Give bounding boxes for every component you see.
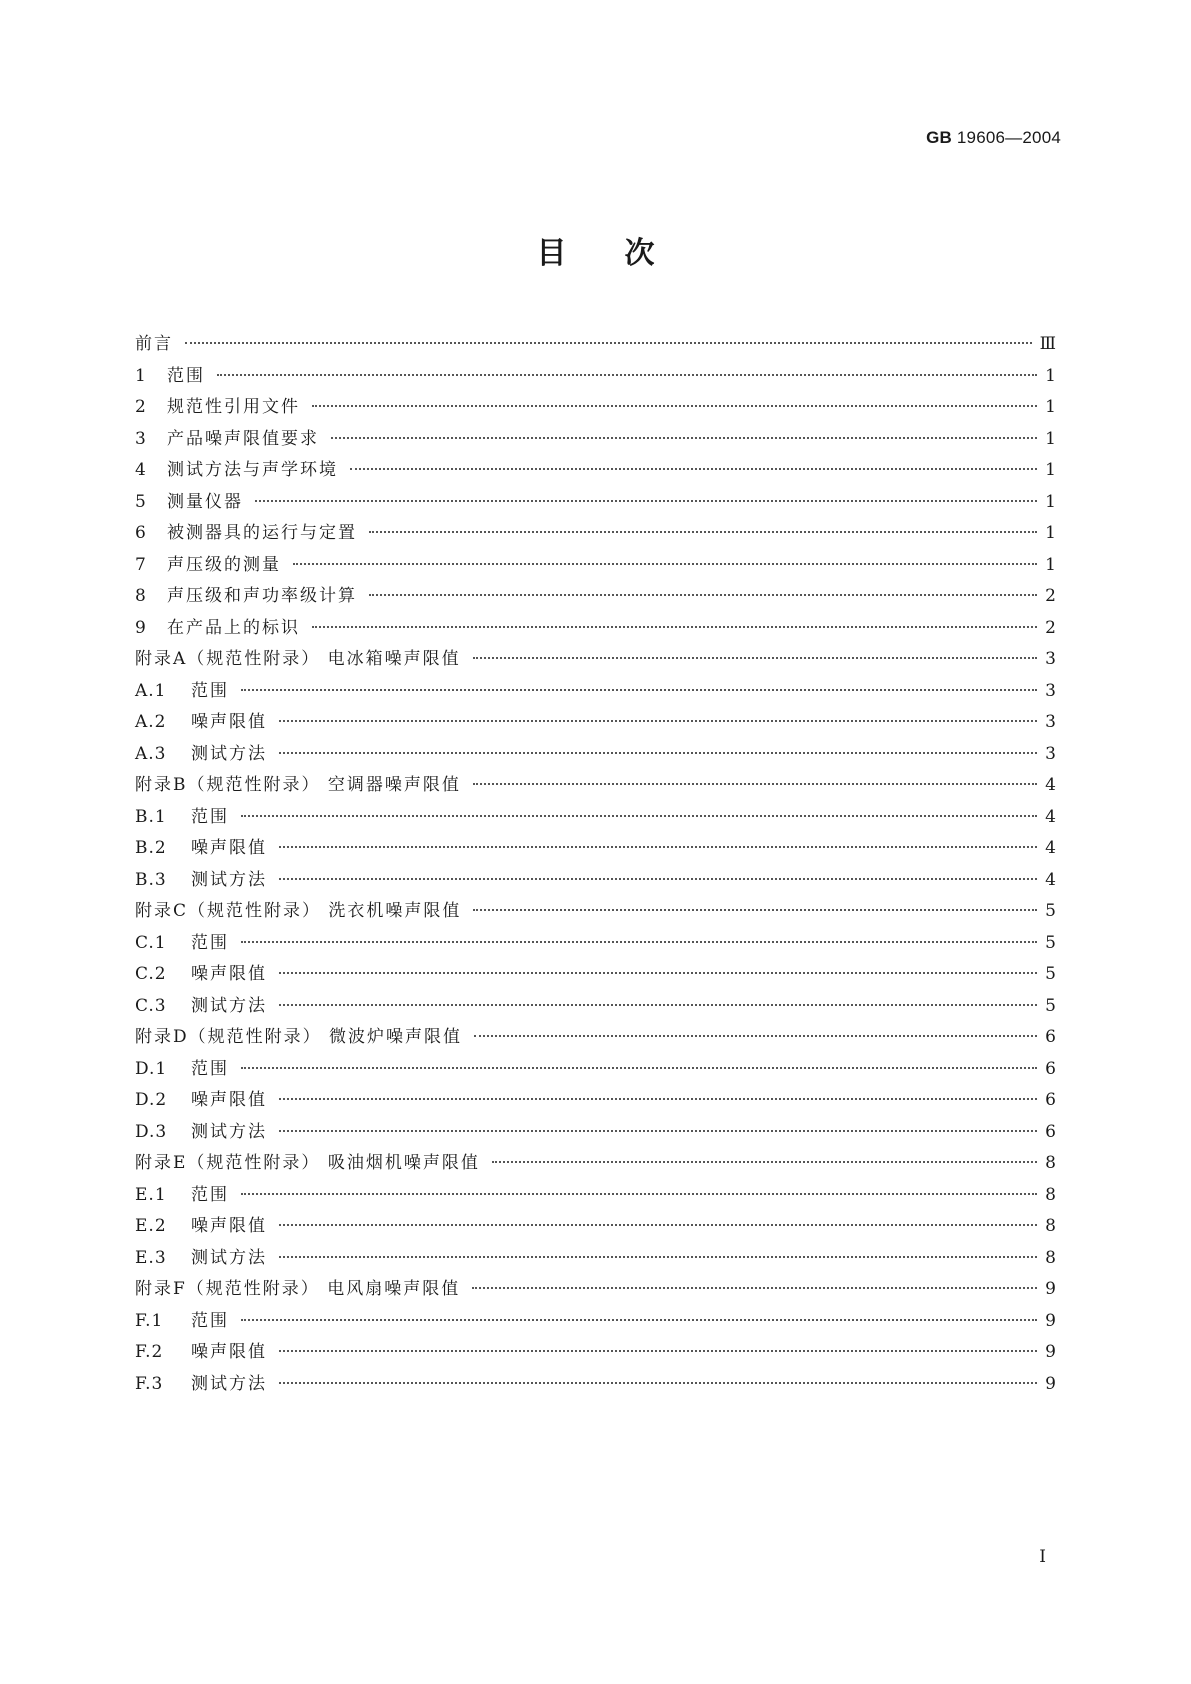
toc-entry-label: 噪声限值 <box>191 1216 267 1236</box>
toc-entry[interactable] <box>135 1148 1056 1180</box>
toc-dot-leader <box>350 468 1037 470</box>
toc-entry-label: 声压级和声功率级计算 <box>167 586 357 606</box>
toc-entry-page: 2 <box>1045 586 1056 606</box>
toc-dot-leader <box>279 878 1037 880</box>
toc-entry-label: 测试方法 <box>191 1373 267 1394</box>
toc-dot-leader <box>279 752 1037 754</box>
toc-entry[interactable] <box>135 802 1056 834</box>
toc-entry-page: 1 <box>1045 491 1056 512</box>
toc-dot-leader <box>279 1382 1037 1384</box>
toc-entry-label: 附录C（规范性附录） 洗衣机噪声限值 <box>135 901 462 921</box>
toc-entry-label: 测试方法与声学环境 <box>167 460 338 480</box>
standard-code <box>926 128 1061 148</box>
toc-entry-number: E.2 <box>135 1216 167 1236</box>
toc-entry-number: 6 <box>135 523 147 543</box>
toc-entry[interactable] <box>135 707 1056 739</box>
toc-entry-page: 4 <box>1045 838 1056 858</box>
toc-dot-leader <box>279 1004 1037 1006</box>
toc-dot-leader <box>241 1319 1037 1321</box>
toc-entry-label: 噪声限值 <box>191 1342 267 1362</box>
toc-dot-leader <box>279 1256 1037 1258</box>
toc-entry-page: 1 <box>1045 397 1056 417</box>
toc-entry-label: 范围 <box>167 365 205 386</box>
toc-entry[interactable] <box>135 1054 1056 1086</box>
toc-entry-page: 4 <box>1045 775 1056 795</box>
toc-dot-leader <box>293 563 1037 565</box>
toc-entry-page: 8 <box>1045 1184 1056 1205</box>
toc-entry-label: 范围 <box>191 1310 229 1331</box>
toc-entry-label: 被测器具的运行与定置 <box>167 523 357 543</box>
toc-entry-page: 1 <box>1045 460 1056 480</box>
toc-entry[interactable] <box>135 739 1056 771</box>
toc-entry[interactable] <box>135 1274 1056 1306</box>
toc-entry[interactable] <box>135 613 1056 645</box>
toc-entry-label: 噪声限值 <box>191 1090 267 1110</box>
toc-entry[interactable] <box>135 865 1056 897</box>
toc-entry[interactable] <box>135 1022 1056 1054</box>
toc-entry-label: 声压级的测量 <box>167 554 281 575</box>
toc-entry-number: E.3 <box>135 1247 167 1268</box>
toc-entry-page: 6 <box>1045 1027 1056 1047</box>
table-of-contents <box>135 329 1056 1400</box>
toc-entry-page: 6 <box>1045 1058 1056 1079</box>
toc-dot-leader <box>279 1350 1037 1352</box>
standard-number: 19606—2004 <box>956 128 1061 147</box>
toc-entry-page: 3 <box>1045 649 1056 669</box>
toc-entry-label: 规范性引用文件 <box>167 397 300 417</box>
toc-dot-leader <box>255 500 1037 502</box>
toc-dot-leader <box>241 689 1037 691</box>
toc-entry-page: Ⅲ <box>1039 334 1056 354</box>
toc-entry-page: 6 <box>1045 1121 1056 1142</box>
toc-entry-label: 附录D（规范性附录） 微波炉噪声限值 <box>135 1027 463 1047</box>
toc-entry-page: 1 <box>1045 365 1056 386</box>
toc-entry-number: 1 <box>135 365 147 386</box>
toc-entry-number: 4 <box>135 460 147 480</box>
toc-entry-number: 9 <box>135 617 147 638</box>
toc-dot-leader <box>331 437 1037 439</box>
toc-entry-label: 噪声限值 <box>191 964 267 984</box>
toc-entry-label: 产品噪声限值要求 <box>167 428 319 449</box>
toc-entry[interactable] <box>135 1306 1056 1338</box>
toc-dot-leader <box>217 374 1037 376</box>
toc-entry-page: 6 <box>1045 1090 1056 1110</box>
toc-entry-number: 5 <box>135 491 147 512</box>
toc-entry[interactable] <box>135 1369 1056 1401</box>
toc-entry-label: 测试方法 <box>191 995 267 1016</box>
toc-entry-label: 范围 <box>191 1058 229 1079</box>
toc-entry-number: D.2 <box>135 1090 168 1110</box>
toc-entry[interactable] <box>135 361 1056 393</box>
toc-entry-number: C.1 <box>135 932 167 953</box>
toc-entry-page: 9 <box>1045 1342 1056 1362</box>
toc-entry-page: 3 <box>1045 743 1056 764</box>
toc-entry-number: 8 <box>135 586 147 606</box>
toc-entry[interactable] <box>135 1337 1056 1369</box>
toc-dot-leader <box>312 405 1037 407</box>
toc-entry-page: 9 <box>1045 1373 1056 1394</box>
toc-entry-number: D.3 <box>135 1121 168 1142</box>
toc-entry-number: E.1 <box>135 1184 167 1205</box>
toc-entry-label: 范围 <box>191 680 229 701</box>
toc-entry-label: 测量仪器 <box>167 491 243 512</box>
toc-entry-page: 8 <box>1045 1216 1056 1236</box>
toc-entry[interactable] <box>135 1180 1056 1212</box>
toc-dot-leader <box>241 1067 1037 1069</box>
toc-entry-page: 5 <box>1045 995 1056 1016</box>
toc-entry-page: 5 <box>1045 901 1056 921</box>
toc-entry-label: 附录A（规范性附录） 电冰箱噪声限值 <box>135 649 461 669</box>
toc-entry-label: 测试方法 <box>191 743 267 764</box>
toc-entry-label: 噪声限值 <box>191 712 267 732</box>
toc-entry-label: 附录E（规范性附录） 吸油烟机噪声限值 <box>135 1153 480 1173</box>
toc-entry[interactable] <box>135 424 1056 456</box>
toc-entry-page: 1 <box>1045 523 1056 543</box>
toc-entry[interactable] <box>135 392 1056 424</box>
toc-entry[interactable] <box>135 833 1056 865</box>
toc-entry-label: 范围 <box>191 932 229 953</box>
toc-entry[interactable] <box>135 928 1056 960</box>
toc-dot-leader <box>312 626 1037 628</box>
toc-dot-leader <box>474 1035 1037 1037</box>
toc-entry[interactable] <box>135 1243 1056 1275</box>
toc-entry-page: 1 <box>1045 428 1056 449</box>
toc-dot-leader <box>279 720 1037 722</box>
toc-dot-leader <box>185 342 1032 344</box>
toc-dot-leader <box>279 1130 1037 1132</box>
toc-dot-leader <box>473 909 1037 911</box>
toc-entry[interactable] <box>135 550 1056 582</box>
toc-entry-page: 9 <box>1045 1310 1056 1331</box>
toc-entry-label: 测试方法 <box>191 1247 267 1268</box>
toc-entry-number: 7 <box>135 554 147 575</box>
toc-entry-number: F.3 <box>135 1373 164 1394</box>
toc-entry[interactable] <box>135 455 1056 487</box>
toc-entry-number: B.1 <box>135 806 167 827</box>
toc-dot-leader <box>473 783 1037 785</box>
toc-dot-leader <box>241 815 1037 817</box>
toc-entry-label: 测试方法 <box>191 1121 267 1142</box>
toc-entry-label: 在产品上的标识 <box>167 617 300 638</box>
toc-entry-page: 8 <box>1045 1247 1056 1268</box>
toc-entry-number: A.1 <box>135 680 167 701</box>
toc-dot-leader <box>279 1098 1037 1100</box>
toc-entry-number: 3 <box>135 428 147 449</box>
toc-dot-leader <box>369 531 1037 533</box>
toc-entry-page: 2 <box>1045 617 1056 638</box>
toc-dot-leader <box>492 1161 1037 1163</box>
toc-entry-page: 8 <box>1045 1153 1056 1173</box>
toc-dot-leader <box>369 594 1037 596</box>
toc-entry-page: 5 <box>1045 964 1056 984</box>
toc-entry-page: 9 <box>1045 1279 1056 1299</box>
toc-dot-leader <box>472 1287 1037 1289</box>
toc-dot-leader <box>279 972 1037 974</box>
toc-entry-number: A.2 <box>135 712 167 732</box>
toc-entry[interactable] <box>135 991 1056 1023</box>
standard-prefix: GB <box>926 128 952 147</box>
toc-entry-label: 附录F（规范性附录） 电风扇噪声限值 <box>135 1279 461 1299</box>
toc-entry[interactable] <box>135 676 1056 708</box>
toc-dot-leader <box>241 1193 1037 1195</box>
toc-entry[interactable] <box>135 896 1056 928</box>
toc-entry-label: 前言 <box>135 334 173 354</box>
toc-entry-label: 噪声限值 <box>191 838 267 858</box>
toc-entry-number: C.2 <box>135 964 167 984</box>
toc-dot-leader <box>473 657 1037 659</box>
toc-entry[interactable] <box>135 1211 1056 1243</box>
toc-dot-leader <box>279 1224 1037 1226</box>
toc-dot-leader <box>241 941 1037 943</box>
toc-entry-number: D.1 <box>135 1058 168 1079</box>
toc-entry-page: 3 <box>1045 712 1056 732</box>
toc-entry[interactable] <box>135 487 1056 519</box>
toc-entry[interactable] <box>135 770 1056 802</box>
toc-entry[interactable] <box>135 959 1056 991</box>
toc-entry-number: F.1 <box>135 1310 164 1331</box>
toc-entry[interactable] <box>135 518 1056 550</box>
toc-dot-leader <box>279 846 1037 848</box>
toc-entry[interactable] <box>135 644 1056 676</box>
toc-entry-number: F.2 <box>135 1342 164 1362</box>
toc-entry-number: A.3 <box>135 743 167 764</box>
toc-entry-page: 3 <box>1045 680 1056 701</box>
toc-entry[interactable] <box>135 329 1056 361</box>
toc-entry-number: B.3 <box>135 869 167 890</box>
toc-entry[interactable] <box>135 581 1056 613</box>
toc-entry[interactable] <box>135 1085 1056 1117</box>
toc-entry-page: 5 <box>1045 932 1056 953</box>
toc-entry-label: 范围 <box>191 806 229 827</box>
toc-entry[interactable] <box>135 1117 1056 1149</box>
toc-entry-label: 测试方法 <box>191 869 267 890</box>
page-title: 目次 <box>536 236 713 271</box>
toc-entry-number: B.2 <box>135 838 167 858</box>
toc-entry-label: 附录B（规范性附录） 空调器噪声限值 <box>135 775 461 795</box>
toc-entry-number: C.3 <box>135 995 167 1016</box>
toc-entry-page: 4 <box>1045 869 1056 890</box>
toc-entry-label: 范围 <box>191 1184 229 1205</box>
toc-entry-page: 1 <box>1045 554 1056 575</box>
toc-entry-page: 4 <box>1045 806 1056 827</box>
page-number: I <box>1039 1547 1046 1567</box>
toc-entry-number: 2 <box>135 397 147 417</box>
